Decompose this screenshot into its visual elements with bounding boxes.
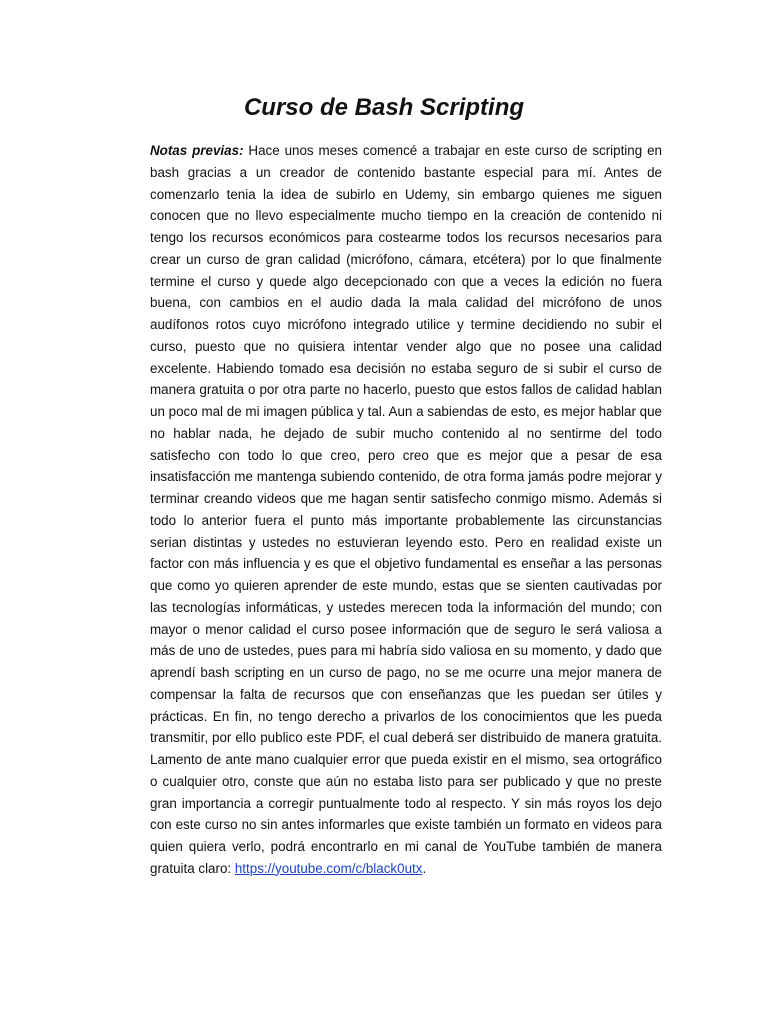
document-body-paragraph	[150, 140, 662, 880]
document-title: Curso de Bash Scripting	[243, 94, 525, 121]
notes-label: Notas previas:	[150, 143, 244, 158]
paragraph-text: Hace unos meses comencé a trabajar en este curso de scripting en bash gracias a un creador de contenido bastante especial para mí. Antes de comenzarlo tenia la idea de subirlo en Udemy, sin embargo quienes me siguen conocen que no llevo especialmente mucho tiempo en la creación de contenido ni tengo los recursos económicos para costearme todos los recursos necesarios para crear un curso de gran calidad (micrófono, cámara, etcétera) por lo que finalmente termine el curso y quede algo decepcionado con que a veces la edición no fuera buena, con cambios en el audio dada la mala calidad del micrófono de unos audífonos rotos cuyo micrófono integrado utilice y termine decidiendo no subir el curso, puesto que no quisiera intentar vender algo que no posee una calidad excelente. Habiendo tomado esa decisión no estaba seguro de si subir el curso de manera gratuita o por otra parte no hacerlo, puesto que estos fallos de calidad hablan un poco mal de mi imagen pública y tal. Aun a sabiendas de esto, es mejor hablar que no hablar nada, he dejado de subir mucho contenido al no sentirme del todo satisfecho con todo lo que creo, pero creo que es mejor que a pesar de esa insatisfacción me mantenga subiendo contenido, de otra forma jamás podre mejorar y terminar creando videos que me hagan sentir satisfecho conmigo mismo. Además si todo lo anterior fuera el punto más importante probablemente las circunstancias serian distintas y ustedes no estuvieran leyendo esto. Pero en realidad existe un factor con más influencia y es que el objetivo fundamental es enseñar a las personas que como yo quieren aprender de este mundo, estas que se sienten cautivadas por las tecnologías informáticas, y ustedes merecen toda la información del mundo; con mayor o menor calidad el curso posee información que de seguro le será valiosa a más de uno de ustedes, pues para mi habría sido valiosa en su momento, y dado que aprendí bash scripting en un curso de pago, no se me ocurre una mejor manera de compensar la falta de recursos que con enseñanzas que les puedan ser útiles y prácticas. En fin, no tengo derecho a privarlos de los conocimientos que les pueda transmitir, por ello publico este PDF, el cual deberá ser distribuido de manera gratuita. Lamento de ante mano cualquier error que pueda existir en el mismo, sea ortográfico o cualquier otro, conste que aún no estaba listo para ser publicado y que no preste gran importancia a corregir puntualmente todo al respecto. Y sin más royos los dejo con este curso no sin antes informarles que existe también un formato en videos para quien quiera verlo, podrá encontrarlo en mi canal de YouTube también de manera gratuita claro:	[150, 143, 662, 876]
paragraph-end-period: .	[422, 860, 427, 876]
youtube-channel-link[interactable]: https://youtube.com/c/black0utx	[234, 860, 423, 876]
